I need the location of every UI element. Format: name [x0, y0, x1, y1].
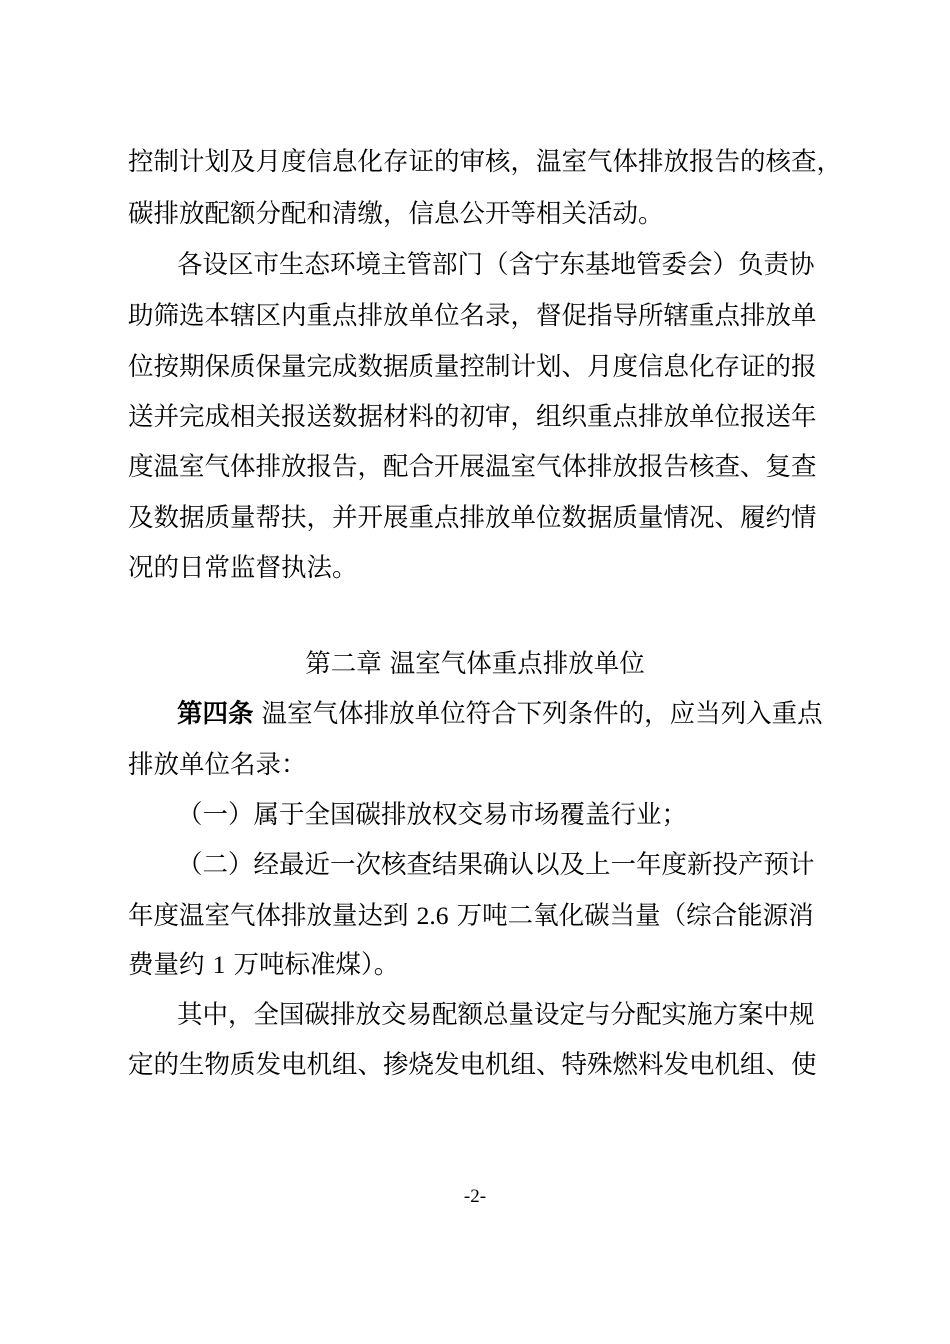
page-number: -2-	[463, 1186, 487, 1207]
body-text-line: 其中，全国碳排放交易配额总量设定与分配实施方案中规	[177, 1000, 815, 1030]
body-text-line: 及数据质量帮扶，并开展重点排放单位数据质量情况、履约情	[128, 503, 817, 533]
list-item-2-text: 费量约	[128, 950, 213, 980]
emission-threshold-value: 2.6	[416, 901, 449, 930]
article-4-label: 第四条	[177, 699, 254, 729]
list-item-2-text: 万吨二氧化碳当量（综合能源消	[448, 901, 814, 931]
body-text-line: 控制计划及月度信息化存证的审核，温室气体排放报告的核查，	[128, 147, 843, 177]
body-text-line: 度温室气体排放报告，配合开展温室气体排放报告核查、复查	[128, 452, 817, 482]
body-text-line: 位按期保质保量完成数据质量控制计划、月度信息化存证的报	[128, 352, 817, 382]
body-text-line: 况的日常监督执法。	[128, 553, 358, 583]
body-text-line: 定的生物质发电机组、掺烧发电机组、特殊燃料发电机组、使	[128, 1050, 817, 1080]
list-item-2-line	[128, 947, 399, 983]
list-item-2-line: （二）经最近一次核查结果确认以及上一年度新投产预计	[177, 850, 815, 880]
body-text-line: 各设区市生态环境主管部门（含宁东基地管委会）负责协	[177, 250, 815, 280]
list-item-1: （一）属于全国碳排放权交易市场覆盖行业；	[177, 800, 688, 830]
list-item-2-text: 万吨标准煤）。	[225, 950, 400, 980]
body-text-line: 排放单位名录：	[128, 750, 307, 780]
list-item-2-text: 年度温室气体排放量达到	[128, 901, 417, 931]
list-item-2-line	[128, 898, 814, 934]
body-text-line: 助筛选本辖区内重点排放单位名录，督促指导所辖重点排放单	[128, 301, 817, 331]
body-text-line: 送并完成相关报送数据材料的初审，组织重点排放单位报送年	[128, 402, 817, 432]
article-4-text: 温室气体排放单位符合下列条件的，应当列入重点	[253, 699, 823, 729]
coal-equivalent-value: 1	[212, 950, 226, 979]
article-4-first-line	[177, 696, 823, 732]
body-text-line: 碳排放配额分配和清缴，信息公开等相关活动。	[128, 199, 664, 229]
chapter-heading: 第二章 温室气体重点排放单位	[305, 649, 645, 679]
